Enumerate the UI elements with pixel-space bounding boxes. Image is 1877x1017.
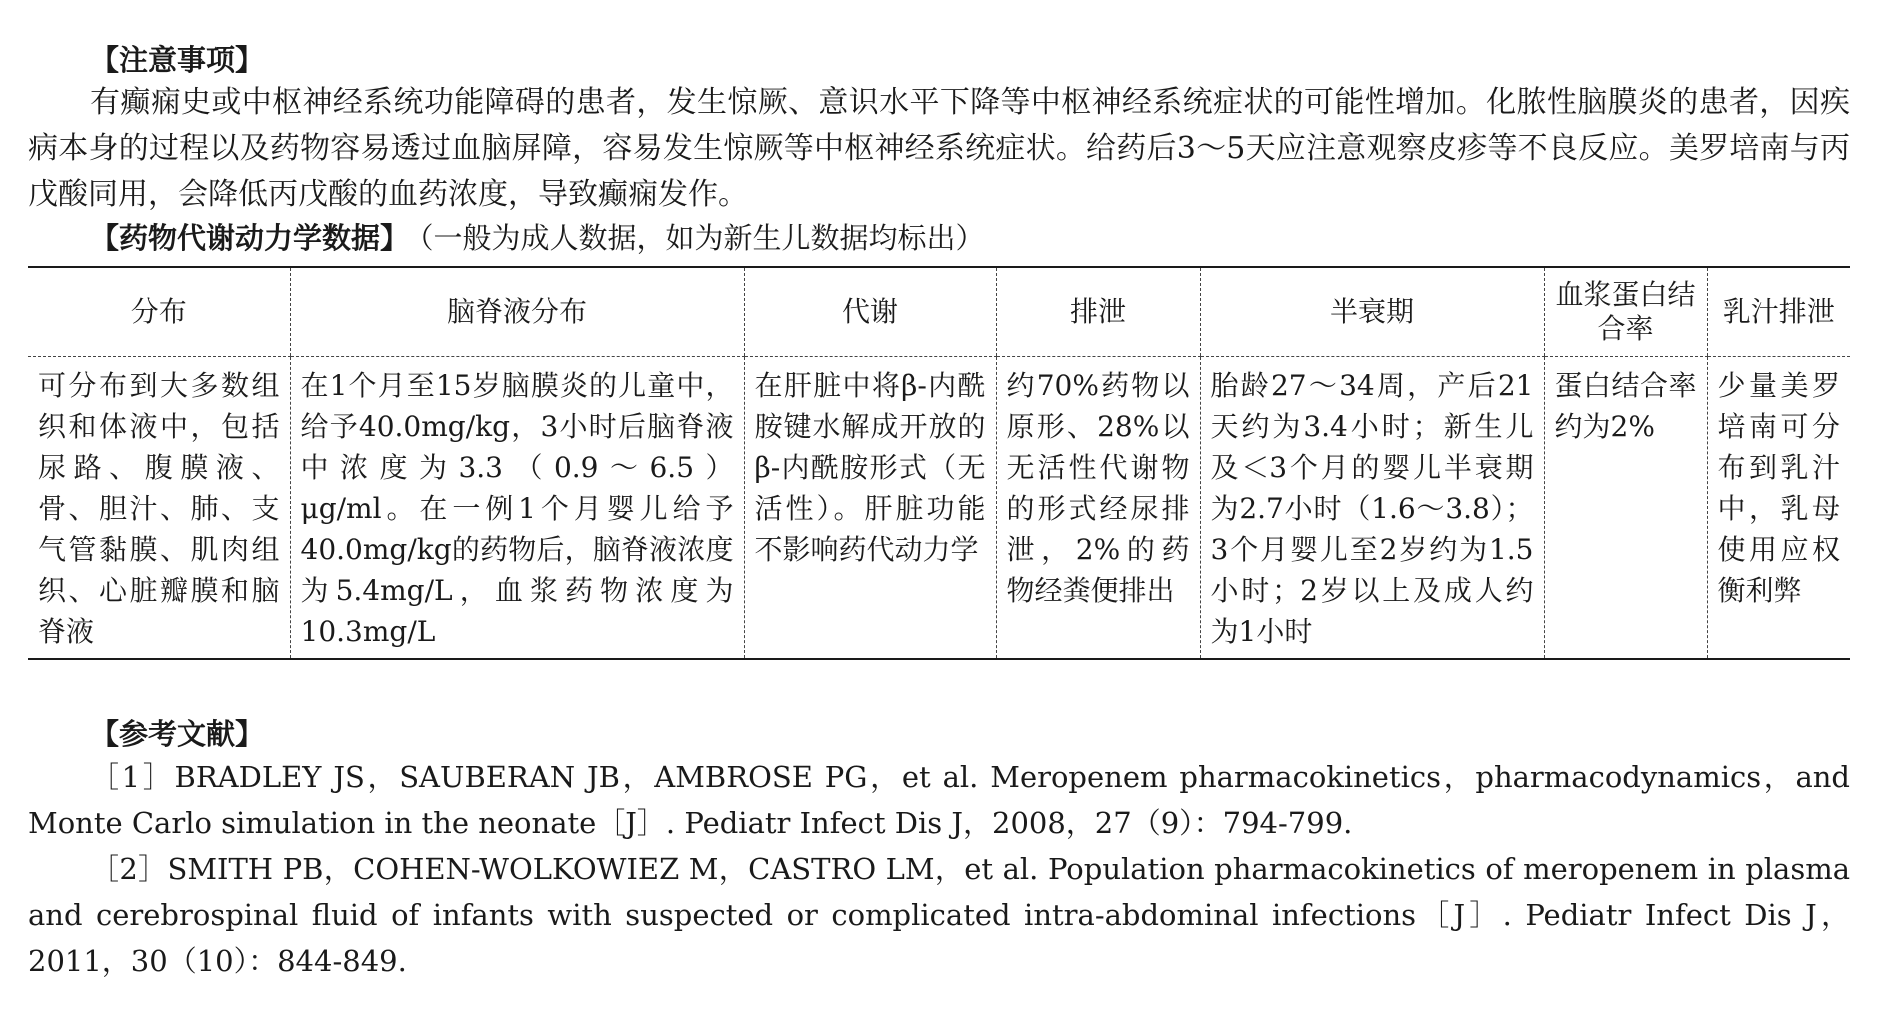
- cell-distribution: 可分布到大多数组织和体液中，包括尿路、腹膜液、骨、胆汁、肺、支气管黏膜、肌肉组织、心脏瓣膜和脑脊液: [38, 369, 280, 648]
- header-protein-binding: 血浆蛋白结合率: [1544, 267, 1707, 357]
- header-milk-excretion: 乳汁排泄: [1707, 267, 1850, 357]
- references-section: [28, 714, 1850, 984]
- table-row: [28, 357, 1850, 660]
- precautions-text: 有癫痫史或中枢神经系统功能障碍的患者，发生惊厥、意识水平下降等中枢神经系统症状的可能性增加。化脓性脑膜炎的患者，因疾病本身的过程以及药物容易透过血脑屏障，容易发生惊厥等中枢神经系统症状。给药后3～5天应注意观察皮疹等不良反应。美罗培南与丙戊酸同用，会降低丙戊酸的血药浓度，导致癫痫发作。: [28, 85, 1850, 212]
- cell-csf-distribution: 在1个月至15岁脑膜炎的儿童中，给予40.0mg/kg，3小时后脑脊液中浓度为3.3（0.9～6.5）μg/ml。在一例1个月婴儿给予40.0mg/kg的药物后，脑脊液浓度为5.4mg/L，血浆药物浓度为10.3mg/L: [290, 357, 744, 660]
- cell-half-life: 胎龄27～34周，产后21天约为3.4小时；新生儿及＜3个月的婴儿半衰期为2.7小时（1.6～3.8）；3个月婴儿至2岁约为1.5小时；2岁以上及成人约为1小时: [1200, 357, 1544, 660]
- cell-metabolism: 在肝脏中将β-内酰胺键水解成开放的β-内酰胺形式（无活性）。肝脏功能不影响药代动力学: [744, 357, 996, 660]
- pk-heading: [28, 218, 1850, 258]
- pk-heading-title: 【药物代谢动力学数据】: [90, 221, 410, 255]
- header-csf-distribution: 脑脊液分布: [290, 267, 744, 357]
- cell-milk-excretion: 少量美罗培南可分布到乳汁中，乳母使用应权衡利弊: [1707, 357, 1850, 660]
- header-excretion: 排泄: [996, 267, 1200, 357]
- reference-item-1: ［1］BRADLEY JS，SAUBERAN JB，AMBROSE PG，et al. Meropenem pharmacokinetics，pharmacodynamics，and Monte Carlo simulation in the neonate［J］. Pediatr Infect Dis J，2008，27（9）：794-799.: [28, 760, 1850, 840]
- header-half-life: 半衰期: [1200, 267, 1544, 357]
- header-distribution: 分布: [28, 267, 290, 357]
- pk-table-header-row: [28, 267, 1850, 357]
- precautions-heading: 【注意事项】: [90, 43, 265, 77]
- pk-heading-note: （一般为成人数据，如为新生儿数据均标出）: [419, 221, 985, 255]
- header-metabolism: 代谢: [744, 267, 996, 357]
- pk-table: [28, 266, 1850, 660]
- document-page: [28, 40, 1850, 984]
- reference-item-2: ［2］SMITH PB，COHEN-WOLKOWIEZ M，CASTRO LM，et al. Population pharmacokinetics of meropenem in plasma and cerebrospinal fluid of infants with suspected or complicated intra-abdominal infections［J］. Pediatr Infect Dis J，2011，30（10）：844-849.: [28, 852, 1850, 978]
- references-heading: 【参考文献】: [90, 717, 265, 751]
- cell-excretion: 约70%药物以原形、28%以无活性代谢物的形式经尿排泄，2%的药物经粪便排出: [996, 357, 1200, 660]
- cell-protein-binding: 蛋白结合率约为2%: [1544, 357, 1707, 660]
